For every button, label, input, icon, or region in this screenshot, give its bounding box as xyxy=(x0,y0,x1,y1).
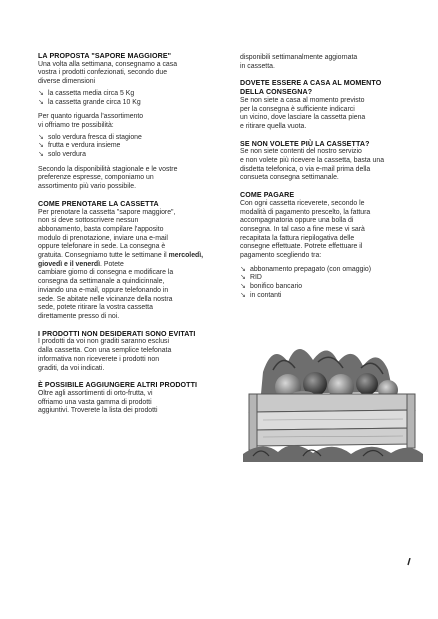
section-text: Con ogni cassetta riceverete, secondo le modalità di pagamento prescelto, la fattura accompagnatoria oppure una bolla di consegna. In tal caso a fine mese vi sarà recapitata la fattura riepilogativa delle consegne effettuate. Potrete effettuare il pagamento scegliendo tra: xyxy=(240,199,371,260)
right-column xyxy=(240,54,422,309)
crate-top-slat xyxy=(249,394,415,412)
section-title: SE NON VOLETE PIÙ LA CASSETTA? xyxy=(240,139,370,148)
list-item: ↘ abbonamento prepagato (con omaggio) xyxy=(240,265,372,273)
arrow-down-right-icon: ↘ xyxy=(240,291,246,299)
section-text: Se non siete contenti del nostro servizio e non volete più ricevere la cassetta, basta una disdetta telefonica, o via e-mail prima della consueta consegna settimanale. xyxy=(240,148,385,182)
section-text: disponibili settimanalmente aggiornata in cassetta. xyxy=(240,54,358,70)
list-item: ↘ in contanti xyxy=(240,291,282,299)
section-text: Se non siete a casa al momento previsto per la consegna è sufficiente indicarci un vicino, dove lasciare la cassetta piena e ritirare quella vuota. xyxy=(240,96,366,130)
list-item: ↘ RID xyxy=(240,274,262,282)
arrow-down-right-icon: ↘ xyxy=(240,274,246,282)
section-title: I PRODOTTI NON DESIDERATI SONO EVITATI xyxy=(38,329,196,338)
arrow-down-right-icon: ↘ xyxy=(240,265,246,273)
section-continuation xyxy=(240,54,422,71)
section-title: COME PRENOTARE LA CASSETTA xyxy=(38,199,159,208)
size-list xyxy=(38,90,223,107)
delivery-days: mercoledì, giovedì e il venerdì xyxy=(38,252,204,268)
section-prenotare xyxy=(38,200,223,322)
section-pagare xyxy=(240,191,422,300)
section-a-casa xyxy=(240,79,422,131)
left-column xyxy=(38,52,223,424)
list-item: ↘ solo verdura fresca di stagione xyxy=(38,133,142,141)
section-title: DOVETE ESSERE A CASA AL MOMENTO DELLA CONSEGNA? xyxy=(240,79,382,97)
vegetable-crate-photo xyxy=(243,332,423,462)
section-title: COME PAGARE xyxy=(240,191,295,200)
section-text: Secondo la disponibilità stagionale e le vostre preferenze espresse, componiamo un assortimento più vario possibile. xyxy=(38,165,178,191)
crate-post xyxy=(249,394,257,450)
crate-post xyxy=(407,394,415,448)
produce-item xyxy=(356,373,378,395)
arrow-down-right-icon: ↘ xyxy=(38,151,44,159)
payment-list xyxy=(240,266,422,301)
arrow-down-right-icon: ↘ xyxy=(38,133,44,141)
pen-mark xyxy=(406,558,412,566)
section-proposta xyxy=(38,52,223,192)
section-text: I prodotti da voi non graditi saranno esclusi dalla cassetta. Con una semplice telefonata informativa non riceverete i prodotti non graditi, da voi indicati. xyxy=(38,338,172,372)
section-text: Per quanto riguarda l'assortimento vi offriamo tre possibilità: xyxy=(38,113,144,129)
section-altri-prodotti xyxy=(38,381,223,416)
assortment-list xyxy=(38,134,223,160)
list-item: ↘ solo verdura xyxy=(38,151,86,159)
foliage xyxy=(243,445,423,462)
section-text: Per prenotare la cassetta "sapore maggiore", non si deve sottoscrivere nessun abbonamento, basta compilare l'apposito modulo di prenotazione, inviare una e-mail oppure telefonare in sede. La consegna è gratuita. Consegniamo tutte le settimane il mercoledì, giovedì e il venerdì. Potete cambiare giorno di consegna e modificare la consegna da settimanale a quindicinnale, inviando una e-mail, oppure telefonando in sede. Se abitate nelle vicinanze della nostra sede, potete ritirare la vostra cassetta direttamente presso di noi. xyxy=(38,208,204,320)
list-item: ↘ la cassetta grande circa 10 Kg xyxy=(38,98,141,106)
section-text: Oltre agli assortimenti di orto-frutta, vi offriamo una vasta gamma di prodotti aggiuntivi. Troverete la lista dei prodotti xyxy=(38,389,158,415)
arrow-down-right-icon: ↘ xyxy=(38,89,44,97)
section-title: LA PROPOSTA "SAPORE MAGGIORE" xyxy=(38,52,172,60)
list-item: ↘ la cassetta media circa 5 Kg xyxy=(38,89,135,97)
section-text: Una volta alla settimana, consegnamo a casa vostra i prodotti confezionati, secondo due diverse dimensioni xyxy=(38,60,178,86)
arrow-down-right-icon: ↘ xyxy=(38,142,44,150)
section-disdetta xyxy=(240,140,422,184)
arrow-down-right-icon: ↘ xyxy=(38,98,44,106)
section-title: È POSSIBILE AGGIUNGERE ALTRI PRODOTTI xyxy=(38,381,198,390)
section-prodotti-evitati xyxy=(38,330,223,374)
arrow-down-right-icon: ↘ xyxy=(240,283,246,291)
list-item: ↘ frutta e verdura insieme xyxy=(38,142,121,150)
list-item: ↘ bonifico bancario xyxy=(240,283,303,291)
